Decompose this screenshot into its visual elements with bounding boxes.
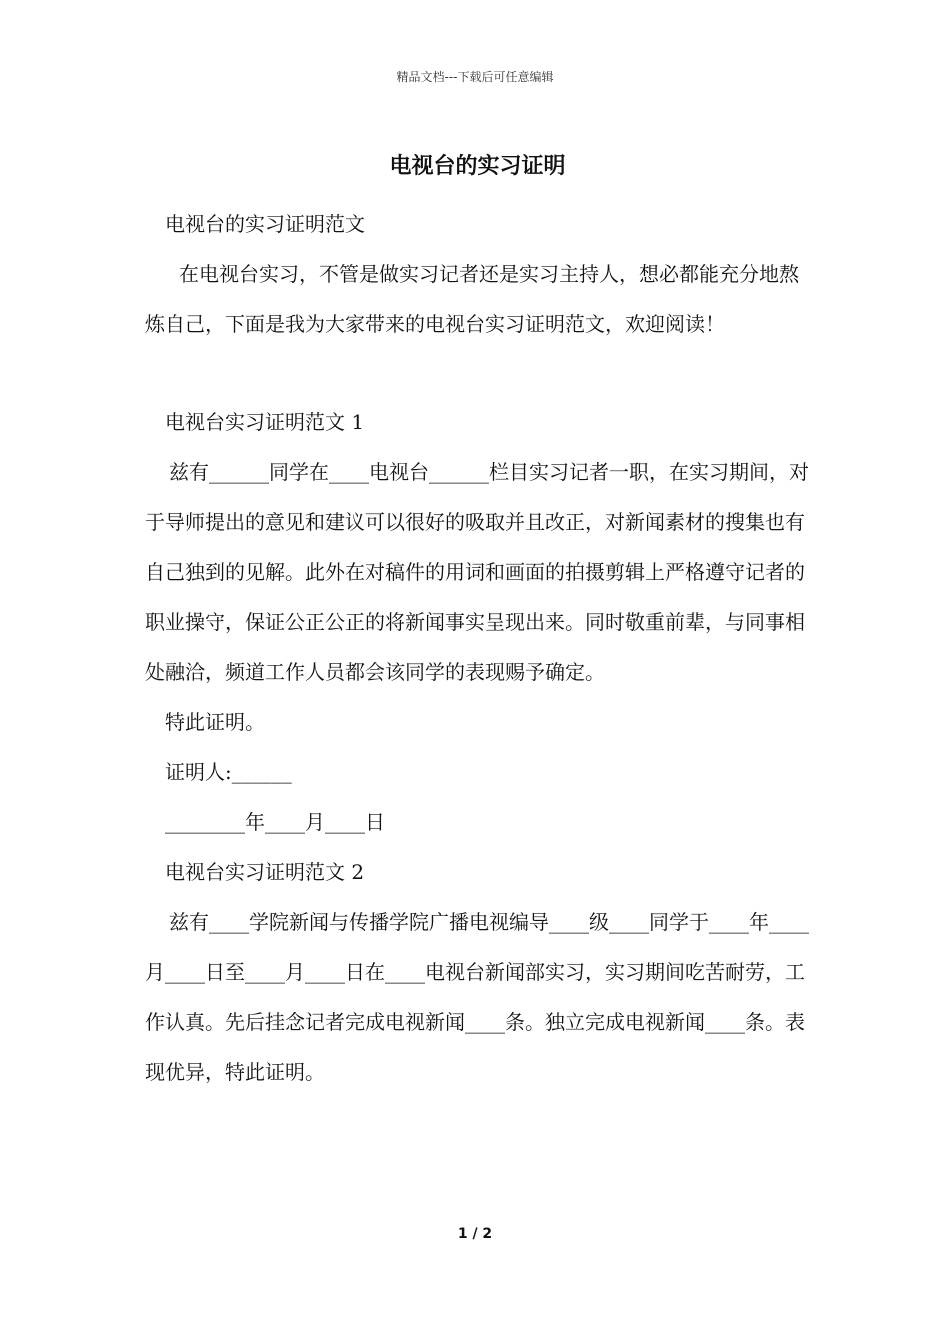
document-subtitle: 电视台的实习证明范文	[165, 212, 365, 236]
page-number: 1 / 2	[457, 1226, 493, 1242]
sample1-date: ________年____月____日	[165, 810, 385, 834]
blank-gap	[145, 349, 810, 397]
sample1-certifier: 证明人:______	[165, 760, 292, 784]
intro-paragraph: 在电视台实习，不管是做实习记者还是实习主持人，想必都能充分地熬炼自己，下面是我为大家带来的电视台实习证明范文，欢迎阅读！	[145, 262, 799, 336]
sample1-heading: 电视台实习证明范文 1	[165, 410, 365, 434]
sample2-body: 兹有____学院新闻与传播学院广播电视编导____级____同学于____年____月____日至____月____日在____电视台新闻部实习，实习期间吃苦耐劳，工作认真。先后挂念记者完成电视新闻____条。独立完成电视新闻____条。表现优异，特此证明。	[145, 910, 809, 1084]
document-title: 电视台的实习证明	[389, 154, 566, 179]
document-body	[145, 150, 810, 1097]
sample2-heading: 电视台实习证明范文 2	[165, 860, 365, 884]
page-header-watermark: 精品文档---下载后可任意编辑	[396, 70, 554, 84]
sample1-body: 兹有______同学在____电视台______栏目实习记者一职，在实习期间，对于导师提出的意见和建议可以很好的吸取并且改正，对新闻素材的搜集也有自己独到的见解。此外在对稿件的用词和画面的拍摄剪辑上严格遵守记者的职业操守，保证公正公正的将新闻事实呈现出来。同时敬重前辈，与同事相处融洽，频道工作人员都会该同学的表现赐予确定。	[145, 460, 809, 684]
sample1-closing: 特此证明。	[165, 710, 265, 734]
